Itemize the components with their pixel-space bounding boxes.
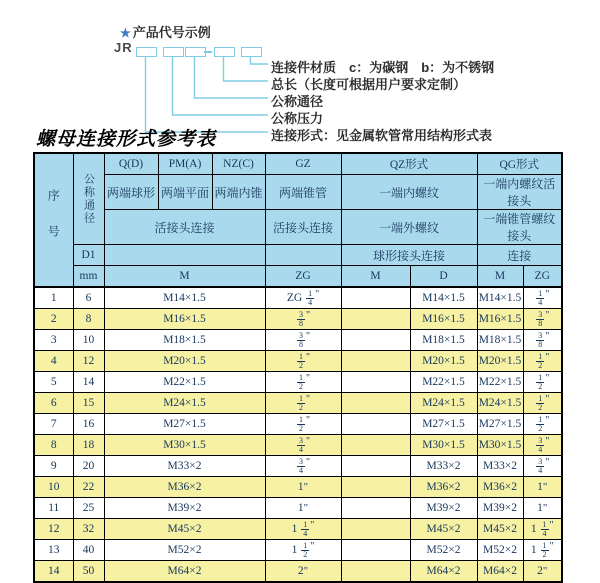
cell-qz-d: M20×1.5 [410, 351, 477, 372]
cell-qg-zg: $\frac{1}{4}$ " [523, 287, 562, 309]
cell-qg-m: M39×2 [477, 498, 523, 519]
table-row [34, 435, 562, 456]
connector-line [195, 56, 269, 98]
cell-qz-m [341, 372, 410, 393]
fraction: $\frac{1}{2}$ [298, 372, 303, 391]
header-seq-text: 序号 [46, 188, 61, 261]
cell-dn: 8 [73, 309, 104, 330]
cell-seq: 7 [34, 414, 73, 435]
table-header [34, 153, 562, 287]
header-nzc-sub: 两端内锥 [212, 175, 265, 210]
cell-m: M22×1.5 [104, 372, 265, 393]
cell-gz: $\frac{1}{2}$ " [265, 372, 341, 393]
cell-qg-zg: $\frac{1}{2}$ " [523, 372, 562, 393]
header-qg-sub2: 一端锥管螺纹接头 [477, 210, 562, 245]
cell-dn: 6 [73, 287, 104, 309]
spec-table [33, 152, 563, 583]
cell-qg-m: M33×2 [477, 456, 523, 477]
header-nzc: NZ(C) [212, 153, 265, 175]
diagram-title-text: 产品代号示例 [132, 25, 211, 40]
cell-qg-zg: 1 $\frac{1}{4}$ " [523, 519, 562, 540]
cell-qz-d: M18×1.5 [410, 330, 477, 351]
connector-line [251, 56, 269, 64]
table-row [34, 309, 562, 330]
cell-seq: 13 [34, 540, 73, 561]
cell-qz-m [341, 456, 410, 477]
cell-seq: 5 [34, 372, 73, 393]
cell-qz-m [341, 414, 410, 435]
diagram-label-pressure: 公称压力 [271, 111, 324, 126]
cell-seq: 3 [34, 330, 73, 351]
cell-qg-zg: $\frac{3}{8}$ " [523, 330, 562, 351]
fraction: $\frac{3}{8}$ [538, 330, 543, 349]
cell-qg-m: M30×1.5 [477, 435, 523, 456]
header-empty-2 [265, 245, 341, 266]
fraction: $\frac{1}{2}$ [538, 351, 543, 370]
header-zg: ZG [265, 266, 341, 288]
cell-dn: 22 [73, 477, 104, 498]
cell-qg-m: M36×2 [477, 477, 523, 498]
diagram-label-length: 总长（长度可根据用户要求定制） [271, 77, 467, 92]
cell-dn: 50 [73, 561, 104, 583]
connector-line [224, 56, 269, 81]
cell-m: M24×1.5 [104, 393, 265, 414]
cell-gz: 1" [265, 498, 341, 519]
cell-qg-zg: $\frac{1}{2}$ " [523, 414, 562, 435]
cell-gz: 2" [265, 561, 341, 583]
cell-seq: 1 [34, 287, 73, 309]
cell-seq: 12 [34, 519, 73, 540]
fraction: $\frac{3}{8}$ [538, 309, 543, 328]
cell-gz: $\frac{1}{2}$ " [265, 414, 341, 435]
cell-qz-d: M16×1.5 [410, 309, 477, 330]
fraction: $\frac{1}{4}$ [542, 519, 547, 538]
cell-m: M30×1.5 [104, 435, 265, 456]
table-row [34, 498, 562, 519]
header-d1: D1 [73, 245, 104, 266]
cell-qg-zg: $\frac{1}{2}$ " [523, 393, 562, 414]
fraction: $\frac{1}{2}$ [542, 540, 547, 559]
header-gz-conn: 活接头连接 [265, 210, 341, 245]
cell-qz-m [341, 287, 410, 309]
header-qg-conn: 连接 [477, 245, 562, 266]
cell-qg-m: M45×2 [477, 519, 523, 540]
header-row [34, 210, 562, 245]
diagram-label-diameter: 公称通径 [271, 94, 324, 109]
cell-qz-d: M52×2 [410, 540, 477, 561]
diagram-label-connection: 连接形式：见金属软管常用结构形式表 [271, 128, 493, 143]
table-row [34, 519, 562, 540]
header-row [34, 175, 562, 210]
cell-gz: $\frac{3}{4}$ " [265, 435, 341, 456]
cell-qg-zg: $\frac{3}{4}$ " [523, 456, 562, 477]
table-row [34, 456, 562, 477]
cell-qg-zg: 1" [523, 498, 562, 519]
cell-seq: 8 [34, 435, 73, 456]
table-row [34, 330, 562, 351]
cell-gz: $\frac{1}{2}$ " [265, 393, 341, 414]
cell-qg-zg: $\frac{3}{4}$ " [523, 435, 562, 456]
cell-seq: 4 [34, 351, 73, 372]
cell-dn: 16 [73, 414, 104, 435]
cell-dn: 32 [73, 519, 104, 540]
table-row [34, 414, 562, 435]
fraction: $\frac{1}{2}$ [538, 414, 543, 433]
cell-gz: 1 $\frac{1}{4}$ " [265, 519, 341, 540]
header-gz-sub: 两端锥管 [265, 175, 341, 210]
fraction: $\frac{1}{2}$ [298, 414, 303, 433]
fraction: $\frac{1}{2}$ [298, 393, 303, 412]
header-dn [73, 153, 104, 245]
cell-dn: 20 [73, 456, 104, 477]
fraction: $\frac{3}{4}$ [538, 456, 543, 475]
cell-qz-m [341, 435, 410, 456]
header-qd: Q(D) [104, 153, 158, 175]
table-title: 螺母连接形式参考表 [36, 128, 217, 150]
cell-dn: 40 [73, 540, 104, 561]
cell-qz-d: M30×1.5 [410, 435, 477, 456]
header-pma: PM(A) [158, 153, 212, 175]
fraction: $\frac{1}{2}$ [303, 540, 308, 559]
table-row [34, 372, 562, 393]
cell-qg-m: M24×1.5 [477, 393, 523, 414]
table-body [34, 287, 562, 582]
header-qg: QG形式 [477, 153, 562, 175]
cell-m: M33×2 [104, 456, 265, 477]
cell-seq: 6 [34, 393, 73, 414]
cell-gz: $\frac{1}{2}$ " [265, 351, 341, 372]
fraction: $\frac{1}{2}$ [538, 393, 543, 412]
fraction: $\frac{3}{8}$ [298, 309, 303, 328]
cell-m: M20×1.5 [104, 351, 265, 372]
cell-qg-zg: 1 $\frac{1}{2}$ " [523, 540, 562, 561]
table-row [34, 393, 562, 414]
cell-qz-d: M27×1.5 [410, 414, 477, 435]
table-row [34, 477, 562, 498]
fraction: $\frac{3}{4}$ [298, 456, 303, 475]
header-qd-sub: 两端球形 [104, 175, 158, 210]
cell-qg-m: M20×1.5 [477, 351, 523, 372]
header-dn-text: 公称通径 [82, 172, 95, 225]
cell-qg-m: M64×2 [477, 561, 523, 583]
cell-seq: 10 [34, 477, 73, 498]
cell-gz: $\frac{3}{4}$ " [265, 456, 341, 477]
cell-qg-m: M27×1.5 [477, 414, 523, 435]
fraction: $\frac{1}{4}$ [308, 288, 313, 307]
header-qz-d: D [410, 266, 477, 288]
header-qz-sub: 一端内螺纹 [341, 175, 477, 210]
cell-qz-m [341, 330, 410, 351]
star-icon: ★ [120, 26, 131, 40]
cell-qz-d: M14×1.5 [410, 287, 477, 309]
cell-qz-m [341, 351, 410, 372]
cell-dn: 18 [73, 435, 104, 456]
fraction: $\frac{3}{4}$ [538, 435, 543, 454]
cell-qz-m [341, 477, 410, 498]
header-row [34, 266, 562, 288]
cell-m: M52×2 [104, 540, 265, 561]
cell-qz-m [341, 540, 410, 561]
fraction: $\frac{3}{4}$ [298, 435, 303, 454]
cell-qz-d: M36×2 [410, 477, 477, 498]
diagram-label-material: 连接件材质 c：为碳钢 b：为不锈钢 [271, 60, 495, 75]
header-qg-sub: 一端内螺纹活接头 [477, 175, 562, 210]
cell-gz: $\frac{3}{8}$ " [265, 330, 341, 351]
header-row [34, 153, 562, 175]
cell-qz-m [341, 498, 410, 519]
header-row [34, 245, 562, 266]
header-qz: QZ形式 [341, 153, 477, 175]
cell-qz-d: M39×2 [410, 498, 477, 519]
cell-qg-zg: $\frac{1}{2}$ " [523, 351, 562, 372]
header-pma-sub: 两端平面 [158, 175, 212, 210]
connector-line [173, 56, 269, 115]
cell-dn: 15 [73, 393, 104, 414]
cell-qz-m [341, 561, 410, 583]
cell-gz: $\frac{3}{8}$ " [265, 309, 341, 330]
header-seq [34, 153, 73, 287]
cell-m: M14×1.5 [104, 287, 265, 309]
header-qg-m: M [477, 266, 523, 288]
cell-dn: 25 [73, 498, 104, 519]
cell-qg-m: M18×1.5 [477, 330, 523, 351]
cell-qz-d: M24×1.5 [410, 393, 477, 414]
table-row [34, 351, 562, 372]
cell-qg-m: M14×1.5 [477, 287, 523, 309]
header-m: M [104, 266, 265, 288]
cell-qz-d: M22×1.5 [410, 372, 477, 393]
header-gz: GZ [265, 153, 341, 175]
header-qz-m: M [341, 266, 410, 288]
cell-qg-zg: 2" [523, 561, 562, 583]
cell-qg-m: M22×1.5 [477, 372, 523, 393]
fraction: $\frac{1}{4}$ [303, 519, 308, 538]
cell-gz: 1 $\frac{1}{2}$ " [265, 540, 341, 561]
cell-m: M18×1.5 [104, 330, 265, 351]
header-qz-conn: 球形接头连接 [341, 245, 477, 266]
table-row [34, 287, 562, 309]
cell-gz: ZG $\frac{1}{4}$ " [265, 287, 341, 309]
cell-qg-m: M16×1.5 [477, 309, 523, 330]
cell-seq: 14 [34, 561, 73, 583]
cell-dn: 10 [73, 330, 104, 351]
cell-qz-d: M33×2 [410, 456, 477, 477]
cell-qg-m: M52×2 [477, 540, 523, 561]
cell-dn: 12 [73, 351, 104, 372]
cell-m: M16×1.5 [104, 309, 265, 330]
connector-line [146, 56, 269, 132]
table-row [34, 561, 562, 583]
fraction: $\frac{1}{4}$ [538, 288, 543, 307]
code-prefix: JR [114, 40, 133, 55]
cell-m: M64×2 [104, 561, 265, 583]
cell-qg-zg: $\frac{3}{8}$ " [523, 309, 562, 330]
cell-m: M27×1.5 [104, 414, 265, 435]
cell-qz-d: M64×2 [410, 561, 477, 583]
fraction: $\frac{1}{2}$ [298, 351, 303, 370]
header-qg-zg: ZG [523, 266, 562, 288]
cell-m: M36×2 [104, 477, 265, 498]
cell-qz-m [341, 393, 410, 414]
cell-seq: 11 [34, 498, 73, 519]
cell-gz: 1" [265, 477, 341, 498]
header-empty-1 [104, 245, 265, 266]
header-qz-sub2: 一端外螺纹 [341, 210, 477, 245]
cell-seq: 2 [34, 309, 73, 330]
fraction: $\frac{1}{2}$ [538, 372, 543, 391]
fraction: $\frac{3}{8}$ [298, 330, 303, 349]
header-qpmnz-conn: 活接头连接 [104, 210, 265, 245]
cell-seq: 9 [34, 456, 73, 477]
cell-m: M39×2 [104, 498, 265, 519]
cell-qz-m [341, 519, 410, 540]
cell-qg-zg: 1" [523, 477, 562, 498]
cell-m: M45×2 [104, 519, 265, 540]
cell-qz-d: M45×2 [410, 519, 477, 540]
cell-qz-m [341, 309, 410, 330]
header-mm: mm [73, 266, 104, 288]
table-row [34, 540, 562, 561]
cell-dn: 14 [73, 372, 104, 393]
